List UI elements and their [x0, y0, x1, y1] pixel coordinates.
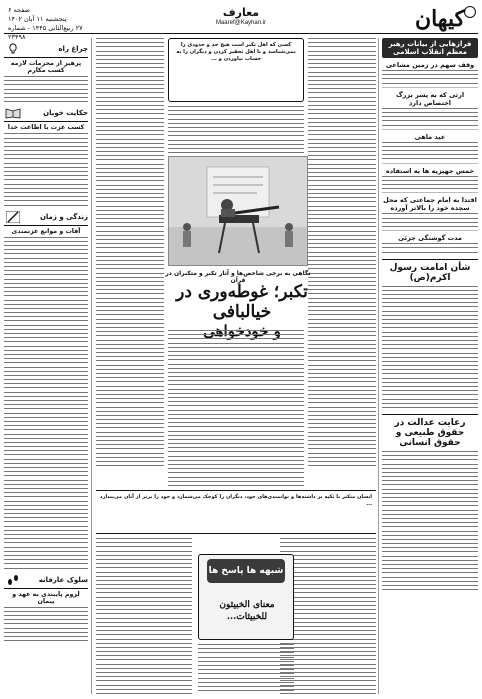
fatwa-title: اقتدا به امام جماعتی که محل سجده خود را بالاتر آورده [383, 196, 477, 213]
section-title: معارف [222, 6, 260, 19]
headline-line-2: و خودخواهی [203, 322, 281, 340]
feature-title: شأن امامت رسول اکرم(ص) [382, 259, 478, 283]
fatwa-title: خمس جهیزیه ها به استفاده [385, 166, 475, 175]
article-illustration [168, 156, 308, 266]
section-article-title: آفات و موانع عزتمندی [11, 227, 81, 235]
left-column [4, 38, 92, 694]
article-text [382, 213, 478, 227]
feature-title: رعایت عدالت در حقوق طبیعی و حقوق انسانی [382, 414, 478, 448]
divider [382, 230, 478, 231]
qa-feature-box [198, 554, 294, 640]
section-header-label: چراغ راه [58, 45, 88, 53]
section-header-label: حکایت خوبان [43, 109, 88, 118]
article-text-column [280, 538, 376, 694]
section-article-title: کسب عزت با اطاعت خدا [7, 124, 85, 132]
article-text-column [96, 538, 192, 694]
right-column [378, 38, 478, 694]
footsteps-icon [4, 574, 22, 586]
logo-text: کیهان [414, 6, 466, 32]
article-text [4, 133, 88, 205]
fatwa-title: ارثی که به پسر بزرگ اختصاص دارد [395, 90, 465, 107]
article-text-block [168, 330, 304, 486]
section-header [4, 209, 88, 226]
fatwa-title: وقف سهم در زمین مشاعی [385, 61, 475, 69]
article-text [382, 451, 478, 590]
article-text-column [308, 38, 376, 468]
fatwa-title: مدت گوشتگی جزئی [398, 234, 462, 243]
article-text [382, 286, 478, 408]
article-text [4, 237, 88, 569]
illustration-caption: نگاهی به برخی شاخص‌ها و آثار تکبر و متکبران در قرآن [165, 270, 311, 284]
pull-quote-box: کسی که اهل تکبر است هیچ حد و حدودی را نمی‌شناسد و با اهل تحقیر کردن و دیگران را به حساب نیاوردن و ... [168, 38, 304, 102]
divider [382, 129, 478, 130]
divider [382, 163, 478, 164]
section-article-title: لزوم پایبندی به عهد و پیمان [12, 590, 80, 605]
section-header [4, 105, 88, 122]
divider [382, 87, 478, 88]
section-header-label: سلوک عارفانه [38, 575, 88, 584]
page-number: صفحه ۶ [8, 6, 31, 14]
article-text [4, 607, 88, 642]
book-icon [4, 107, 22, 119]
article-text [382, 243, 478, 252]
fatwa-title: عید ماهی [414, 132, 446, 141]
section-header [4, 572, 88, 589]
article-text [382, 176, 478, 190]
illustration-graphic [168, 157, 307, 266]
article-text [382, 70, 478, 84]
article-text [382, 142, 478, 160]
article-text [382, 108, 478, 126]
headline-line-1: تکبر؛ غوطه‌وری در خیالبافی [176, 282, 308, 322]
issue-line: ۲۷ ربیع‌الثانی ۱۴۴۵ - شماره ۲۳۴۹۸ [8, 24, 83, 41]
qa-title: معنای الخبیثون للخبیثات... [219, 600, 275, 622]
right-column-box-title: فرازهایی از بیانات رهبر معظم انقلاب اسلامی [382, 38, 478, 58]
center-column [96, 38, 376, 694]
section-header [4, 41, 88, 58]
section-article-title: پرهیز از محرمات لازمه کسب مکارم [10, 60, 82, 74]
lamp-icon [4, 43, 22, 55]
section-header-label: زندگی و زمان [39, 212, 88, 221]
bottom-pull-quote: انسان متکبر با تکیه بر داشته‌ها و توانمندی‌های خود، دیگران را کوچک می‌شمارد و خود را برتر از آنان می‌پندارد ... [96, 490, 376, 534]
article-text-column [96, 38, 164, 468]
qa-badge: شبهه ها پاسخ ها [207, 559, 285, 583]
article-text [4, 76, 88, 102]
date-line: پنجشنبه ۱۱ آبان ۱۴۰۲ [8, 15, 67, 23]
masthead [4, 4, 478, 41]
article-text-block [198, 644, 294, 694]
page-info [8, 6, 98, 42]
pen-icon [4, 211, 22, 223]
article-text-block [168, 106, 304, 154]
divider [382, 192, 478, 193]
section-email: Maaref@Kayhan.ir [215, 20, 267, 26]
